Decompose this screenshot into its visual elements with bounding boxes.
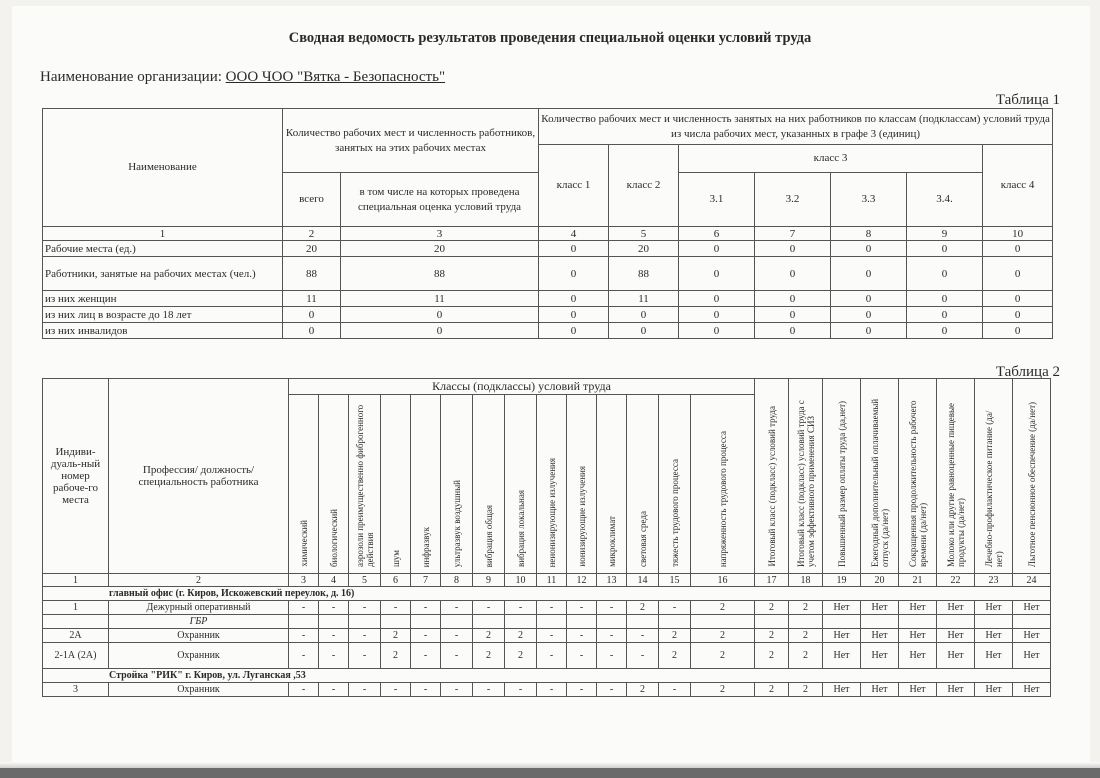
t1-cell: 20	[283, 241, 341, 257]
t2-column-number: 22	[937, 574, 975, 587]
t2-cell: -	[411, 629, 441, 643]
t2-cell: 2	[755, 601, 789, 615]
t2-factor-header: вибрация локальная	[505, 395, 537, 574]
t1-cell: 0	[831, 323, 907, 339]
t2-cell: Нет	[937, 629, 975, 643]
t2-header-milk: Молоко или другие равноценные пищевые продукты (да/нет)	[937, 379, 975, 574]
t2-cell: Нет	[899, 683, 937, 697]
t2-cell: Нет	[1013, 601, 1051, 615]
t1-column-number: 8	[831, 227, 907, 241]
t1-cell: 0	[283, 323, 341, 339]
t2-factor-header: неионизирующие излучения	[537, 395, 567, 574]
t1-cell: 11	[283, 291, 341, 307]
t2-row	[43, 601, 1051, 615]
organization-label: Наименование организации:	[40, 69, 222, 85]
t2-cell: -	[441, 683, 473, 697]
t1-column-numbers	[43, 227, 1053, 241]
t2-cell	[823, 615, 861, 629]
t2-cell: Нет	[861, 601, 899, 615]
t2-cell: -	[567, 601, 597, 615]
t1-header-class4: класс 4	[983, 145, 1053, 227]
t2-cell: Нет	[975, 643, 1013, 669]
t1-cell: 0	[679, 257, 755, 291]
t2-row	[43, 683, 1051, 697]
t2-column-number: 16	[691, 574, 755, 587]
t1-cell: 0	[341, 307, 539, 323]
t2-factor-header: биологический	[319, 395, 349, 574]
t1-cell: 0	[983, 323, 1053, 339]
t2-cell: -	[349, 683, 381, 697]
summary-table	[42, 108, 1053, 339]
t2-cell: 2	[659, 643, 691, 669]
t2-column-number: 18	[789, 574, 823, 587]
t2-cell	[319, 615, 349, 629]
t2-cell: -	[567, 683, 597, 697]
t1-cell: 0	[907, 291, 983, 307]
t2-column-numbers	[43, 574, 1051, 587]
t2-cell: Нет	[975, 601, 1013, 615]
t1-row	[43, 323, 1053, 339]
t1-cell: 0	[679, 291, 755, 307]
t1-cell: 0	[983, 241, 1053, 257]
t2-cell: -	[441, 643, 473, 669]
t2-cell: -	[349, 601, 381, 615]
t2-cell: -	[659, 601, 691, 615]
t2-cell: 2	[473, 643, 505, 669]
t2-cell: 2	[381, 629, 411, 643]
t2-cell: 2	[755, 683, 789, 697]
t2-cell: 2	[691, 683, 755, 697]
t2-cell: Нет	[823, 629, 861, 643]
t2-cell: Нет	[899, 643, 937, 669]
t1-header-sub-3-1: 3.1	[679, 173, 755, 227]
t2-cell: Нет	[937, 683, 975, 697]
t1-column-number: 10	[983, 227, 1053, 241]
t2-cell: -	[319, 629, 349, 643]
t2-cell: -	[537, 629, 567, 643]
t1-cell: 0	[283, 307, 341, 323]
t1-row-label: из них лиц в возрасте до 18 лет	[43, 307, 283, 323]
t2-cell: Нет	[1013, 683, 1051, 697]
t2-cell: Нет	[861, 629, 899, 643]
document-title: Сводная ведомость результатов проведения специальной оценки условий труда	[288, 30, 812, 46]
t2-cell: -	[381, 683, 411, 697]
t2-cell: -	[319, 643, 349, 669]
t1-cell: 0	[341, 323, 539, 339]
t2-cell: -	[597, 683, 627, 697]
t2-cell: -	[537, 601, 567, 615]
t1-cell: 0	[539, 323, 609, 339]
t1-cell: 11	[609, 291, 679, 307]
t2-column-number: 21	[899, 574, 937, 587]
t2-cell: -	[505, 683, 537, 697]
t2-column-number: 1	[43, 574, 109, 587]
t2-cell	[473, 615, 505, 629]
t2-cell: 2	[473, 629, 505, 643]
t2-factor-header: микроклимат	[597, 395, 627, 574]
t1-column-number: 3	[341, 227, 539, 241]
t2-workplace-number: 1	[43, 601, 109, 615]
t1-row	[43, 241, 1053, 257]
t2-cell: 2	[505, 643, 537, 669]
t1-cell: 0	[831, 307, 907, 323]
t2-cell	[659, 615, 691, 629]
t2-header-reduced-hours: Сокращенная продолжительность рабочего времени (да/нет)	[899, 379, 937, 574]
t2-workplace-number: 2-1А (2А)	[43, 643, 109, 669]
t1-cell: 88	[283, 257, 341, 291]
t2-cell	[975, 615, 1013, 629]
t2-column-number: 5	[349, 574, 381, 587]
t2-header-final-class: Итоговый класс (подкласс) условий труда	[755, 379, 789, 574]
t2-cell: -	[289, 601, 319, 615]
t2-cell: -	[627, 629, 659, 643]
t2-cell: -	[349, 643, 381, 669]
t2-cell: Нет	[861, 683, 899, 697]
t1-cell: 0	[755, 241, 831, 257]
t1-cell: 0	[983, 307, 1053, 323]
t1-column-number: 4	[539, 227, 609, 241]
t2-column-number: 23	[975, 574, 1013, 587]
t2-factor-header: химический	[289, 395, 319, 574]
t2-cell: -	[441, 629, 473, 643]
t2-cell: -	[289, 683, 319, 697]
t2-column-number: 17	[755, 574, 789, 587]
t2-cell: 2	[789, 629, 823, 643]
t2-cell: -	[597, 629, 627, 643]
t1-header-count: Количество рабочих мест и численность работников, занятых на этих рабочих местах	[283, 109, 539, 173]
t2-cell: Нет	[823, 683, 861, 697]
t1-cell: 0	[983, 291, 1053, 307]
t2-column-number: 7	[411, 574, 441, 587]
t2-cell: 2	[755, 643, 789, 669]
t2-cell: -	[537, 643, 567, 669]
t1-cell: 0	[907, 323, 983, 339]
t2-workplace-number: 2А	[43, 629, 109, 643]
t2-cell	[627, 615, 659, 629]
t2-cell: Нет	[861, 643, 899, 669]
t2-cell: -	[319, 683, 349, 697]
t2-cell	[567, 615, 597, 629]
t1-cell: 0	[983, 257, 1053, 291]
t2-section-title: главный офис (г. Киров, Искожевский переулок, д. 16)	[43, 587, 1051, 601]
t2-cell: Нет	[1013, 629, 1051, 643]
t2-cell	[597, 615, 627, 629]
t2-cell: 2	[691, 643, 755, 669]
t2-cell: Нет	[899, 629, 937, 643]
t1-cell: 20	[341, 241, 539, 257]
t2-cell: 2	[691, 629, 755, 643]
t2-section-row	[43, 669, 1051, 683]
t2-cell: Нет	[937, 601, 975, 615]
t1-cell: 0	[539, 241, 609, 257]
t2-cell	[289, 615, 319, 629]
t2-cell: 2	[659, 629, 691, 643]
t1-row-label: из них женщин	[43, 291, 283, 307]
t1-cell: 0	[539, 291, 609, 307]
t2-factor-header: аэрозоли преимущественно фиброгенного действия	[349, 395, 381, 574]
t2-column-number: 12	[567, 574, 597, 587]
table1-caption: Таблица 1	[995, 92, 1060, 108]
t2-cell: -	[289, 629, 319, 643]
t2-cell: 2	[381, 643, 411, 669]
t1-header-name: Наименование	[43, 109, 283, 227]
t1-cell: 11	[341, 291, 539, 307]
t2-cell: 2	[627, 601, 659, 615]
t1-cell: 0	[679, 241, 755, 257]
t2-factor-header: вибрация общая	[473, 395, 505, 574]
t1-cell: 88	[609, 257, 679, 291]
t2-column-number: 3	[289, 574, 319, 587]
t1-column-number: 9	[907, 227, 983, 241]
t2-header-number: Индиви-дуаль-ный номер рабоче-го места	[43, 379, 109, 574]
t2-cell: -	[411, 601, 441, 615]
t2-cell	[937, 615, 975, 629]
t2-cell: -	[411, 683, 441, 697]
table2-caption: Таблица 2	[995, 364, 1060, 380]
t2-factor-header: шум	[381, 395, 411, 574]
t1-header-sub-3-3: 3.3	[831, 173, 907, 227]
t1-column-number: 6	[679, 227, 755, 241]
t2-cell	[755, 615, 789, 629]
t2-cell: -	[627, 643, 659, 669]
t2-section-title: Стройка "РИК" г. Киров, ул. Луганская ,53	[43, 669, 1051, 683]
t2-factor-header: инфразвук	[411, 395, 441, 574]
t2-cell: 2	[505, 629, 537, 643]
t2-factor-header: световая среда	[627, 395, 659, 574]
t1-column-number: 5	[609, 227, 679, 241]
t2-cell: Нет	[975, 683, 1013, 697]
t2-column-number: 11	[537, 574, 567, 587]
scan-edge	[0, 768, 1100, 778]
t1-cell: 0	[831, 291, 907, 307]
t1-header-assessed: в том числе на которых проведена специальная оценка условий труда	[341, 173, 539, 227]
t1-header-sub-3-4: 3.4.	[907, 173, 983, 227]
t1-column-number: 2	[283, 227, 341, 241]
t1-cell: 88	[341, 257, 539, 291]
t2-header-therapeutic-food: Лечебно-профилактическое питание (да/нет)	[975, 379, 1013, 574]
t2-row	[43, 629, 1051, 643]
t2-cell: 2	[789, 683, 823, 697]
t2-cell	[505, 615, 537, 629]
t2-cell	[441, 615, 473, 629]
t2-column-number: 13	[597, 574, 627, 587]
t2-cell	[789, 615, 823, 629]
t2-cell: -	[411, 643, 441, 669]
t2-factor-header: тяжесть трудового процесса	[659, 395, 691, 574]
t2-workplace-number	[43, 615, 109, 629]
t2-cell: -	[473, 683, 505, 697]
t1-cell: 0	[609, 307, 679, 323]
t2-column-number: 15	[659, 574, 691, 587]
t2-column-number: 19	[823, 574, 861, 587]
t1-cell: 0	[831, 241, 907, 257]
t2-header-profession: Профессия/ должность/ специальность работника	[109, 379, 289, 574]
t2-cell: -	[659, 683, 691, 697]
t2-profession: Охранник	[109, 629, 289, 643]
t1-row-label: из них инвалидов	[43, 323, 283, 339]
t2-cell: Нет	[823, 643, 861, 669]
t2-cell: -	[319, 601, 349, 615]
t2-header-classes: Классы (подклассы) условий труда	[289, 379, 755, 395]
t2-cell	[537, 615, 567, 629]
t2-cell: 2	[627, 683, 659, 697]
t1-cell: 0	[907, 257, 983, 291]
t1-row	[43, 291, 1053, 307]
t2-row	[43, 643, 1051, 669]
t2-cell	[1013, 615, 1051, 629]
t2-cell	[899, 615, 937, 629]
t2-profession: Охранник	[109, 643, 289, 669]
t1-cell: 0	[679, 323, 755, 339]
t2-row	[43, 615, 1051, 629]
t2-cell: -	[289, 643, 319, 669]
t2-cell: Нет	[823, 601, 861, 615]
organization-line	[40, 69, 445, 86]
t1-header-class1: класс 1	[539, 145, 609, 227]
t2-factor-header: ультразвук воздушный	[441, 395, 473, 574]
t2-header-extra-leave: Ежегодный дополнительный оплачиваемый отпуск (да/нет)	[861, 379, 899, 574]
t2-cell	[411, 615, 441, 629]
t2-column-number: 14	[627, 574, 659, 587]
t1-column-number: 1	[43, 227, 283, 241]
t2-profession: Охранник	[109, 683, 289, 697]
t1-column-number: 7	[755, 227, 831, 241]
workplaces-table	[42, 378, 1051, 697]
t2-section-row	[43, 587, 1051, 601]
t1-header-class2: класс 2	[609, 145, 679, 227]
t2-factor-header: ионизирующие излучения	[567, 395, 597, 574]
t1-header-class3: класс 3	[679, 145, 983, 173]
t2-column-number: 6	[381, 574, 411, 587]
t2-cell: -	[597, 601, 627, 615]
t1-cell: 0	[755, 257, 831, 291]
t2-cell: Нет	[937, 643, 975, 669]
t1-header-total: всего	[283, 173, 341, 227]
t2-cell: -	[597, 643, 627, 669]
t1-cell: 20	[609, 241, 679, 257]
t2-cell: -	[505, 601, 537, 615]
t2-cell: -	[381, 601, 411, 615]
t2-column-number: 20	[861, 574, 899, 587]
t2-cell: Нет	[899, 601, 937, 615]
t1-cell: 0	[679, 307, 755, 323]
t1-cell: 0	[755, 323, 831, 339]
t1-row	[43, 257, 1053, 291]
t2-profession: ГБР	[109, 615, 289, 629]
t2-cell: 2	[789, 601, 823, 615]
t2-header-pension: Льготное пенсионное обеспечение (да/нет)	[1013, 379, 1051, 574]
t1-row-label: Рабочие места (ед.)	[43, 241, 283, 257]
t2-header-increased-pay: Повышенный размер оплаты труда (да,нет)	[823, 379, 861, 574]
t2-cell: -	[537, 683, 567, 697]
t1-header-classes: Количество рабочих мест и численность занятых на них работников по классам (подклассам) условий труда из числа рабочих мест, указанных в графе 3 (единиц)	[539, 109, 1053, 145]
t1-cell: 0	[539, 307, 609, 323]
t1-cell: 0	[539, 257, 609, 291]
t2-cell: 2	[789, 643, 823, 669]
t2-column-number: 24	[1013, 574, 1051, 587]
t2-workplace-number: 3	[43, 683, 109, 697]
t2-factor-header: напряженность трудового процесса	[691, 395, 755, 574]
t2-cell: Нет	[975, 629, 1013, 643]
t1-row-label: Работники, занятые на рабочих местах (чел.)	[43, 257, 283, 291]
t2-cell: -	[567, 643, 597, 669]
t2-column-number: 9	[473, 574, 505, 587]
t1-cell: 0	[609, 323, 679, 339]
t2-profession: Дежурный оперативный	[109, 601, 289, 615]
t2-cell: 2	[755, 629, 789, 643]
t2-column-number: 8	[441, 574, 473, 587]
organization-name: ООО ЧОО "Вятка - Безопасность"	[225, 69, 446, 85]
t1-cell: 0	[907, 307, 983, 323]
t1-header-sub-3-2: 3.2	[755, 173, 831, 227]
t1-cell: 0	[907, 241, 983, 257]
t2-cell	[381, 615, 411, 629]
t2-cell	[691, 615, 755, 629]
t2-cell: Нет	[1013, 643, 1051, 669]
t1-cell: 0	[755, 291, 831, 307]
t2-column-number: 2	[109, 574, 289, 587]
t2-cell: -	[473, 601, 505, 615]
t2-cell: -	[567, 629, 597, 643]
t2-column-number: 4	[319, 574, 349, 587]
t2-column-number: 10	[505, 574, 537, 587]
t2-cell	[861, 615, 899, 629]
t2-cell: 2	[691, 601, 755, 615]
t2-cell: -	[349, 629, 381, 643]
t2-cell	[349, 615, 381, 629]
t2-header-final-class-siz: Итоговый класс (подкласс) условий труда с учетом эффективного применения СИЗ	[789, 379, 823, 574]
t2-cell: -	[441, 601, 473, 615]
t1-cell: 0	[831, 257, 907, 291]
t1-row	[43, 307, 1053, 323]
t1-cell: 0	[755, 307, 831, 323]
